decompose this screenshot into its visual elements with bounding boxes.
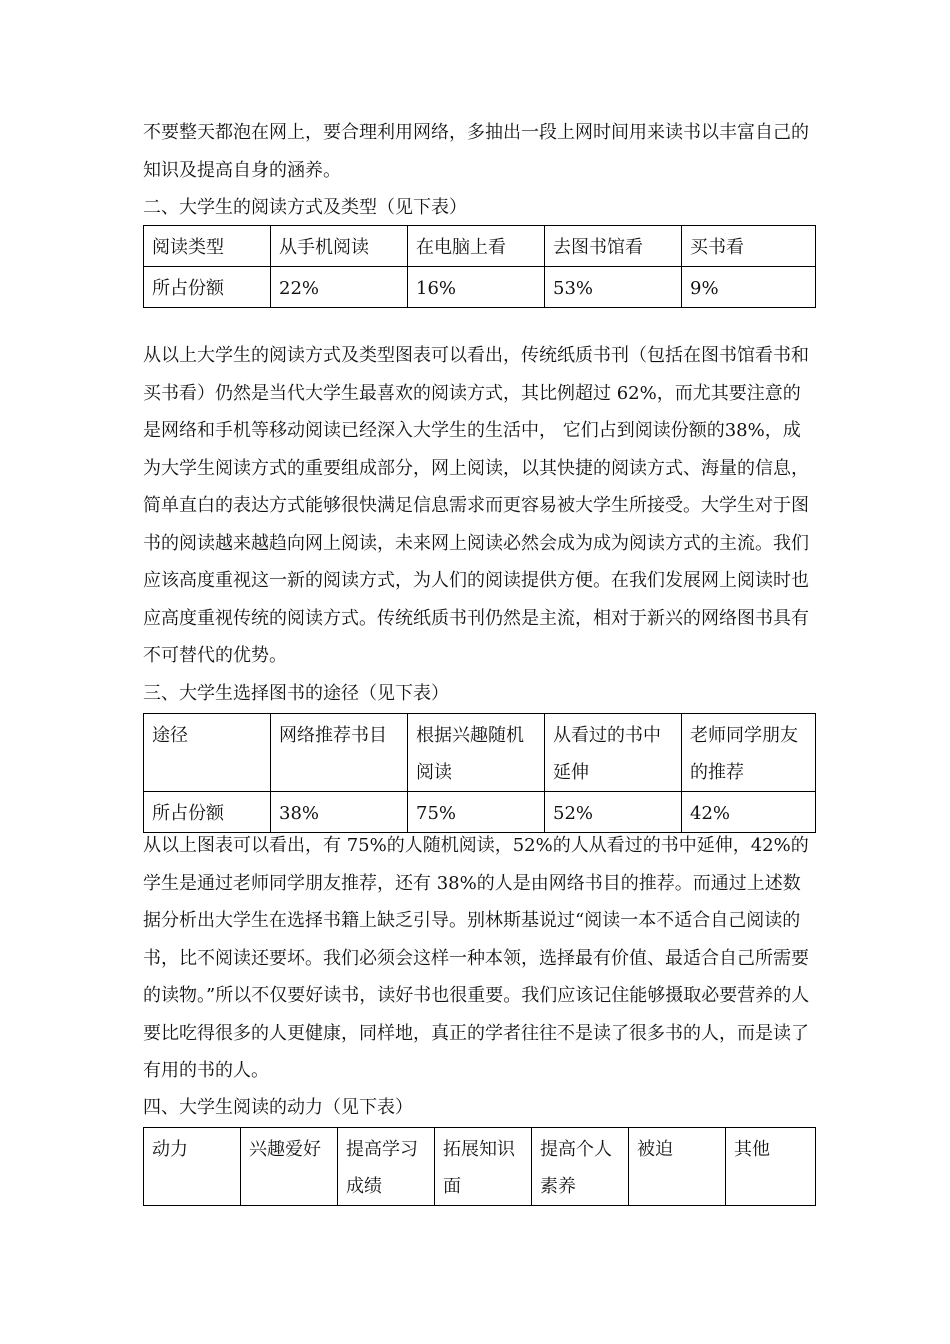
- paragraph-analysis-1: [143, 337, 816, 675]
- table-cell: 38%: [271, 792, 408, 833]
- table-cell: 16%: [408, 267, 545, 308]
- table-cell: 拓展知识面: [435, 1128, 532, 1206]
- table-cell: 9%: [682, 267, 816, 308]
- table-cell: 从手机阅读: [271, 226, 408, 267]
- table-cell: 所占份额: [144, 792, 271, 833]
- table-cell: 53%: [545, 267, 682, 308]
- table-header-row: [144, 714, 816, 792]
- table-cell: 提高个人素养: [532, 1128, 629, 1206]
- table-cell: 被迫: [629, 1128, 726, 1206]
- table-header-row: [144, 1128, 816, 1206]
- table-cell: 从看过的书中延伸: [545, 714, 682, 792]
- table-reading-type: [143, 225, 816, 308]
- table-cell: 兴趣爱好: [241, 1128, 338, 1206]
- paragraph-text: 不要整天都泡在网上，要合理利用网络，多抽出一段上网时间用来读书以丰富自己的知识及提高自身的涵养。: [143, 122, 809, 181]
- table-row: [144, 267, 816, 308]
- table-cell: 75%: [408, 792, 545, 833]
- table-cell: 提高学习成绩: [338, 1128, 435, 1206]
- heading-text: 四、大学生阅读的动力（见下表）: [143, 1097, 413, 1118]
- paragraph-intro: [143, 114, 816, 189]
- paragraph-analysis-2: [143, 827, 816, 1090]
- table-cell: 所占份额: [144, 267, 271, 308]
- paragraph-text: 从以上大学生的阅读方式及类型图表可以看出，传统纸质书刊（包括在图书馆看书和买书看）仍然是当代大学生最喜欢的阅读方式，其比例超过 62%，而尤其要注意的是网络和手机等移动阅读已经深入大学生的生活中， 它们占到阅读份额的38%，成为大学生阅读方式的重要组成部分，网上阅读，以其快捷的阅读方式、海量的信息，简单直白的表达方式能够很快满足信息需求而更容易被大学生所接受。大学生对于图书的阅读越来越趋向网上阅读，未来网上阅读必然会成为成为阅读方式的主流。我们应该高度重视这一新的阅读方式，为人们的阅读提供方便。在我们发展网上阅读时也应高度重视传统的阅读方式。传统纸质书刊仍然是主流，相对于新兴的网络图书具有不可替代的优势。: [143, 345, 809, 666]
- table-cell: 22%: [271, 267, 408, 308]
- table-cell: 52%: [545, 792, 682, 833]
- table-cell: 去图书馆看: [545, 226, 682, 267]
- table-cell: 其他: [726, 1128, 816, 1206]
- paragraph-text: 从以上图表可以看出，有 75%的人随机阅读，52%的人从看过的书中延伸，42%的学生是通过老师同学朋友推荐，还有 38%的人是由网络书目的推荐。而通过上述数据分析出大学生在选择书籍上缺乏引导。别林斯基说过“阅读一本不适合自己阅读的书，比不阅读还要坏。我们必须会这样一种本领，选择最有价值、最适合自己所需要的读物。”所以不仅要好读书，读好书也很重要。我们应该记住能够摄取必要营养的人要比吃得很多的人更健康，同样地，真正的学者往往不是读了很多书的人，而是读了有用的书的人。: [143, 835, 810, 1081]
- table-cell: 途径: [144, 714, 271, 792]
- section-heading-2: [143, 194, 816, 222]
- table-cell: 阅读类型: [144, 226, 271, 267]
- table-cell: 网络推荐书目: [271, 714, 408, 792]
- table-motivation: [143, 1127, 816, 1206]
- section-heading-3: [143, 680, 816, 708]
- table-header-row: [144, 226, 816, 267]
- table-cell: 在电脑上看: [408, 226, 545, 267]
- table-cell: 买书看: [682, 226, 816, 267]
- section-heading-4: [143, 1094, 816, 1122]
- heading-text: 二、大学生的阅读方式及类型（见下表）: [143, 197, 467, 218]
- table-selection-path: [143, 713, 816, 833]
- table-cell: 老师同学朋友的推荐: [682, 714, 816, 792]
- heading-text: 三、大学生选择图书的途径（见下表）: [143, 683, 449, 704]
- table-cell: 根据兴趣随机阅读: [408, 714, 545, 792]
- table-cell: 42%: [682, 792, 816, 833]
- table-cell: 动力: [144, 1128, 241, 1206]
